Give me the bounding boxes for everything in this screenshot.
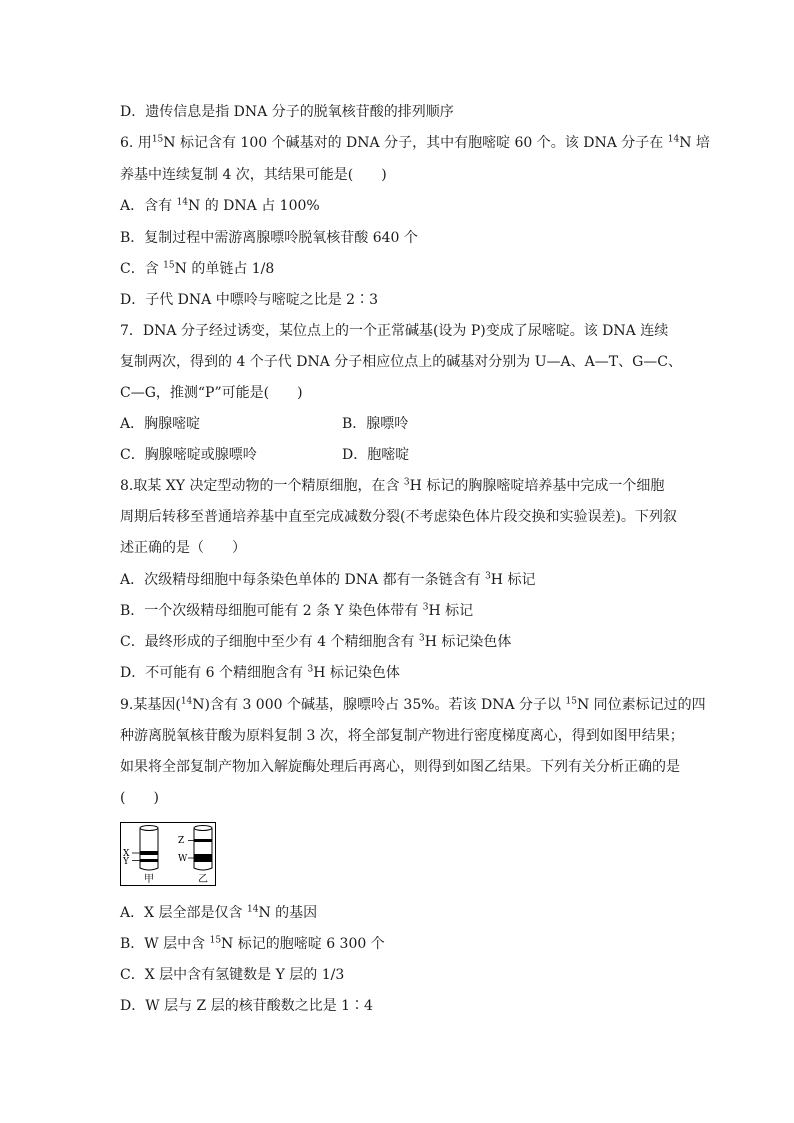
q8-stem-line1: 8.取某 XY 决定型动物的一个精原细胞，在含 $^3$H 标记的胸腺嘧啶培养基中完成一个细胞 xyxy=(120,477,665,494)
q8-stem-line3: 述正确的是（ ） xyxy=(120,540,246,556)
q8-stem-line2: 周期后转移至普通培养基中直至完成减数分裂(不考虑染色体片段交换和实验误差)。下列叙 xyxy=(120,509,677,525)
label-jia: 甲 xyxy=(144,874,154,885)
q9-stem-line4: ( ) xyxy=(120,790,159,806)
q9-stem-line2: 种游离脱氧核苷酸为原料复制 3 次，将全部复制产物进行密度梯度离心，得到如图甲结果； xyxy=(120,728,684,744)
q7-option-a: A．胸腺嘧啶 xyxy=(120,416,201,432)
q6-option-c: C．含 $^{15}$N 的单链占 1/8 xyxy=(120,260,275,277)
q9-option-b: B．W 层中含 $^{15}$N 标记的胞嘧啶 6 300 个 xyxy=(120,935,385,952)
q8-option-a: A．次级精母细胞中每条染色单体的 DNA 都有一条链含有 $^3$H 标记 xyxy=(120,571,536,588)
band-z xyxy=(195,839,212,842)
q9-option-c: C．X 层中含有氢键数是 Y 层的 1/3 xyxy=(120,967,345,983)
label-w: W xyxy=(178,854,188,864)
label-z: Z xyxy=(178,836,185,846)
q7-stem-line3: C—G，推测“P”可能是( ) xyxy=(120,385,303,401)
q6-option-b: B．复制过程中需游离腺嘌呤脱氧核苷酸 640 个 xyxy=(120,230,418,246)
q6-option-a: A．含有 $^{14}$N 的 DNA 占 100% xyxy=(120,197,320,214)
q7-option-c: C．胸腺嘧啶或腺嘌呤 xyxy=(120,447,257,463)
q6-stem-line2: 养基中连续复制 4 次，其结果可能是( ) xyxy=(120,167,387,183)
q9-stem-line1: 9.某基因($^{14}$N)含有 3 000 个碱基，腺嘌呤占 35%。若该 DNA 分子以 $^{15}$N 同位素标记过的四 xyxy=(120,696,706,713)
q8-option-b: B．一个次级精母细胞可能有 2 条 Y 染色体带有 $^3$H 标记 xyxy=(120,602,474,619)
q7-option-d: D．胞嘧啶 xyxy=(342,447,410,463)
q6-option-d: D．子代 DNA 中嘌呤与嘧啶之比是 2∶3 xyxy=(120,292,378,308)
q8-option-c: C．最终形成的子细胞中至少有 4 个精细胞含有 $^3$H 标记染色体 xyxy=(120,633,512,650)
band-w xyxy=(195,854,212,862)
q9-option-a: A．X 层全部是仅含 $^{14}$N 的基因 xyxy=(120,904,318,921)
band-x xyxy=(141,851,158,855)
label-y: Y xyxy=(123,857,129,867)
q7-stem-line2: 复制两次，得到的 4 个子代 DNA 分子相应位点上的碱基对分别为 U—A、A—T、G—C、 xyxy=(120,354,682,370)
centrifuge-tubes-figure xyxy=(120,822,216,886)
q7-option-b: B．腺嘌呤 xyxy=(342,416,409,432)
q9-option-d: D．W 层与 Z 层的核苷酸数之比是 1∶4 xyxy=(120,998,373,1014)
label-x: X xyxy=(123,849,130,859)
q8-option-d: D．不可能有 6 个精细胞含有 $^3$H 标记染色体 xyxy=(120,664,400,681)
label-yi: 乙 xyxy=(198,874,208,885)
q6-stem-line1: 6. 用$^{15}$N 标记含有 100 个碱基对的 DNA 分子，其中有胞嘧啶 60 个。该 DNA 分子在 $^{14}$N 培 xyxy=(120,134,710,151)
band-y xyxy=(141,859,158,862)
q5-option-d: D．遗传信息是指 DNA 分子的脱氧核苷酸的排列顺序 xyxy=(120,104,454,120)
q7-stem-line1: 7．DNA 分子经过诱变，某位点上的一个正常碱基(设为 P)变成了尿嘧啶。该 DNA 连续 xyxy=(120,323,669,339)
q9-stem-line3: 如果将全部复制产物加入解旋酶处理后再离心，则得到如图乙结果。下列有关分析正确的是 xyxy=(120,759,680,775)
